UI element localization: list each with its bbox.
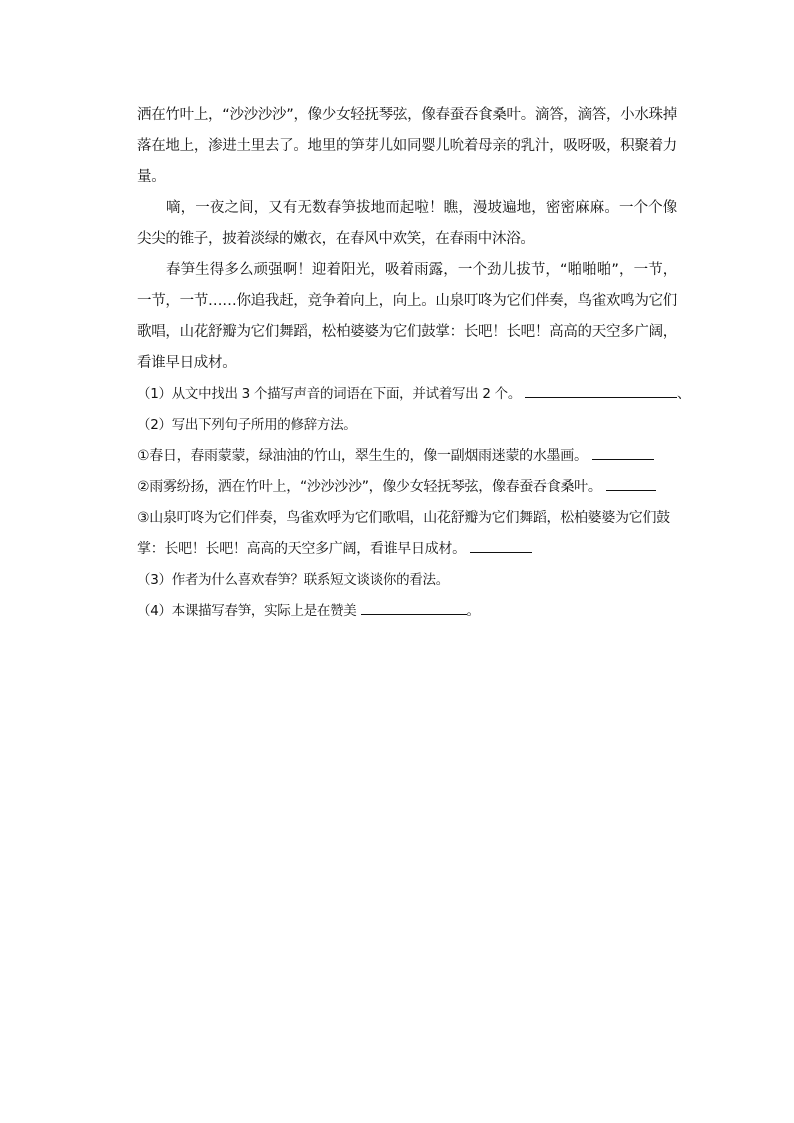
question-1: [137, 379, 691, 410]
question-2: （2）写出下列句子所用的修辞方法。: [137, 417, 357, 433]
question-4-end: 。: [466, 603, 480, 619]
question-2-1-text: ①春日，春雨蒙蒙，绿油油的竹山，翠生生的，像一副烟雨迷蒙的水墨画。: [137, 448, 588, 464]
questions-section: [137, 379, 691, 627]
question-3: （3）作者为什么喜欢春笋？联系短文谈谈你的看法。: [137, 572, 449, 588]
question-2-2: [137, 472, 677, 503]
question-2-3: [137, 503, 677, 565]
passage-paragraph-3: 春笋生得多么顽强啊！迎着阳光，吸着雨露，一个劲儿拔节，“啪啪啪”，一节，一节，一节……你追我赶，竞争着向上，向上。山泉叮咚为它们伴奏，鸟雀欢鸣为它们歌唱，山花舒瓣为它们舞蹈，松柏婆婆为它们鼓掌：长吧！长吧！高高的天空多广阔，看谁早日成材。: [137, 262, 677, 371]
passage-paragraph-1: 洒在竹叶上，“沙沙沙沙”，像少女轻抚琴弦，像春蚕吞食桑叶。滴答，滴答，小水珠掉落在地上，渗进土里去了。地里的笋芽儿如同婴儿吮着母亲的乳汁，吸呀吸，积聚着力量。: [137, 107, 677, 185]
answer-blank-4[interactable]: [361, 598, 467, 615]
question-2-2-text: ②雨雾纷扬，洒在竹叶上，“沙沙沙沙”，像少女轻抚琴弦，像春蚕吞食桑叶。: [137, 479, 602, 495]
question-4-text: （4）本课描写春笋，实际上是在赞美: [137, 603, 357, 619]
question-1-separator: 、: [677, 386, 691, 402]
question-4: [137, 596, 677, 627]
answer-blank-2-3[interactable]: [470, 536, 532, 553]
answer-blank-2-1[interactable]: [592, 443, 654, 460]
question-2-3-text: ③山泉叮咚为它们伴奏，鸟雀欢呼为它们歌唱，山花舒瓣为它们舞蹈，松柏婆婆为它们鼓掌：长吧！长吧！高高的天空多广阔，看谁早日成材。: [137, 510, 670, 557]
answer-blank-1a[interactable]: [525, 381, 677, 398]
answer-blank-2-2[interactable]: [606, 474, 656, 491]
question-2-1: [137, 441, 677, 472]
passage-paragraph-2: 嘀，一夜之间，又有无数春笋拔地而起啦！瞧，漫坡遍地，密密麻麻。一个个像尖尖的锥子，披着淡绿的嫩衣，在春风中欢笑，在春雨中沐浴。: [137, 200, 677, 247]
question-1-text: （1）从文中找出 3 个描写声音的词语在下面，并试着写出 2 个。: [137, 386, 522, 402]
reading-passage: [137, 100, 691, 627]
